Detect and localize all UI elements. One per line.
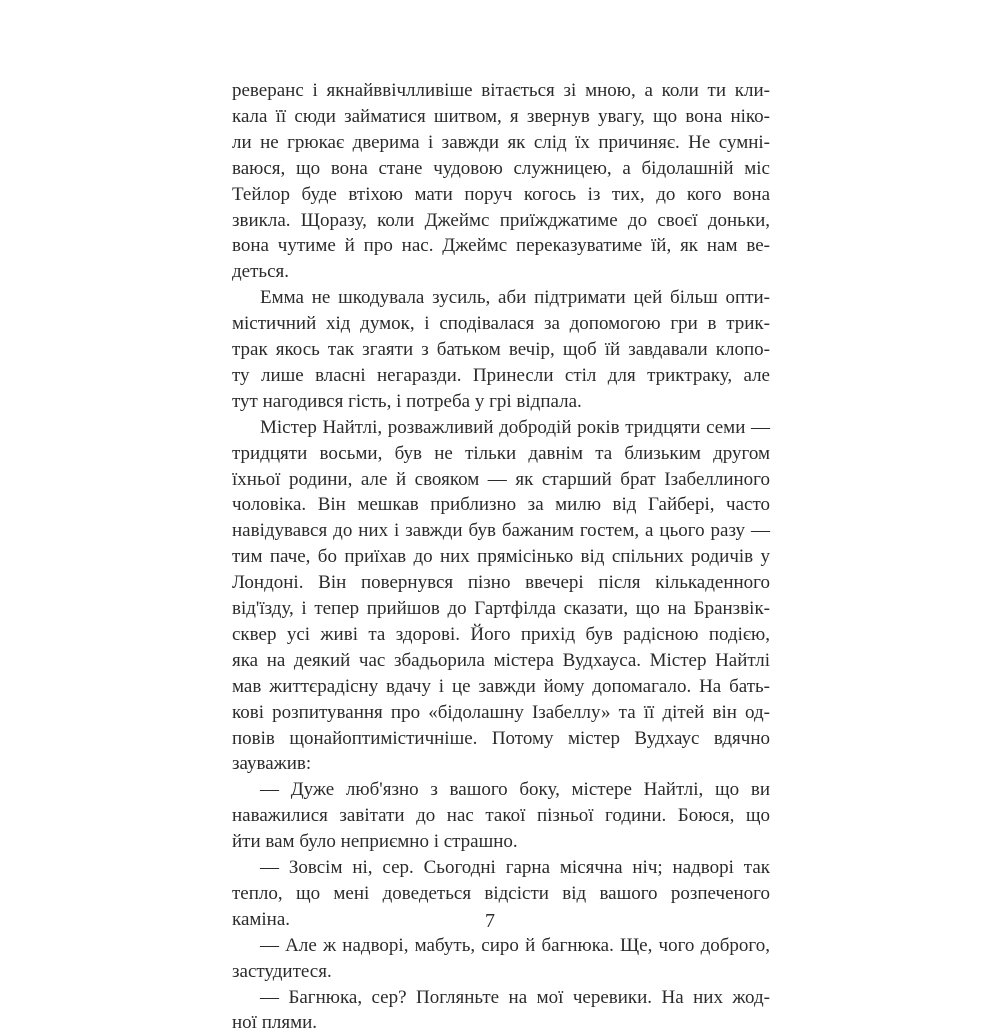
text-line: каміна. bbox=[232, 908, 291, 930]
text-line: повів щонайоптимістичніше. Потому містер Вудхаус вдячно bbox=[232, 727, 770, 749]
text-line: містичний хід думок, і сподівалася за допомогою гри в трик- bbox=[232, 313, 770, 335]
text-line: застудитеся. bbox=[232, 960, 332, 982]
text-line: навідувався до них і завжди був бажаним гостем, а цього разу — bbox=[232, 520, 770, 542]
text-line: тридцяти восьми, був не тільки давнім та близьким другом bbox=[232, 442, 770, 464]
text-line: мав життєрадісну вдачу і це завжди йому допомагало. На бать- bbox=[232, 675, 770, 697]
text-line: Емма не шкодувала зусиль, аби підтримати цей більш опти- bbox=[260, 287, 770, 309]
page-number: 7 bbox=[485, 910, 495, 932]
text-line: наважилися завітати до нас такої пізньої години. Боюся, що bbox=[232, 805, 770, 827]
text-line: ту лише власні негаразди. Принесли стіл для триктраку, але bbox=[232, 364, 770, 386]
text-line: ваюся, що вона стане чудовою служницею, а бідолашній міс bbox=[232, 157, 770, 179]
text-line: — Дуже люб'язно з вашого боку, містере Найтлі, що ви bbox=[260, 779, 770, 801]
text-line: йти вам було неприємно і страшно. bbox=[232, 831, 518, 853]
text-line: Тейлор буде втіхою мати поруч когось із тих, до кого вона bbox=[232, 183, 770, 205]
text-line: тепло, що мені доведеться відсісти від вашого розпеченого bbox=[232, 882, 770, 904]
text-line: вона чутиме й про нас. Джеймс переказуватиме їй, як нам ве- bbox=[232, 235, 770, 257]
text-line: Містер Найтлі, розважливий добродій років тридцяти семи — bbox=[260, 416, 770, 438]
text-line: Лондоні. Він повернувся пізно ввечері після кількаденного bbox=[232, 572, 770, 594]
text-line: — Зовсім ні, сер. Сьогодні гарна місячна ніч; надворі так bbox=[260, 857, 770, 878]
text-line: їхньої родини, але й свояком — як старший брат Ізабеллиного bbox=[232, 468, 770, 490]
text-line: звикла. Щоразу, коли Джеймс приїжджатиме до своєї доньки, bbox=[232, 209, 770, 231]
text-line: тим паче, бо приїхав до них прямісінько від спільних родичів у bbox=[232, 546, 770, 568]
text-line: зауважив: bbox=[232, 753, 312, 775]
text-line: — Але ж надворі, мабуть, сиро й багнюка. Ще, чого доброго, bbox=[260, 934, 770, 956]
text-line: яка на деякий час збадьорила містера Вудхауса. Містер Найтлі bbox=[232, 649, 770, 671]
text-line: тут нагодився гість, і потреба у грі відпала. bbox=[232, 390, 582, 412]
text-line: деться. bbox=[232, 261, 289, 283]
text-line: кала її сюди займатися шитвом, я звернув увагу, що вона ніко- bbox=[232, 105, 770, 127]
text-line: реверанс і якнайввічлливіше вітається зі мною, а коли ти кли- bbox=[232, 80, 770, 101]
text-line: — Багнюка, сер? Погляньте на мої черевики. На них жод- bbox=[260, 986, 770, 1008]
text-line: від'їзду, і тепер прийшов до Гартфілда сказати, що на Бранзвік- bbox=[232, 598, 770, 619]
text-line: ної плями. bbox=[232, 1012, 318, 1034]
text-line: сквер усі живі та здорові. Його прихід був радісною подією, bbox=[232, 623, 770, 645]
text-line: чоловіка. Він мешкав приблизно за милю від Гайбері, часто bbox=[232, 494, 770, 516]
text-line: трак якось так згаяти з батьком вечір, щоб їй завдавали клопо- bbox=[232, 339, 770, 360]
text-line: кові розпитування про «бідолашну Ізабеллу» та її дітей він од- bbox=[232, 701, 770, 723]
text-line: ли не грюкає дверима і завжди як слід їх причиняє. Не сумні- bbox=[232, 131, 770, 153]
